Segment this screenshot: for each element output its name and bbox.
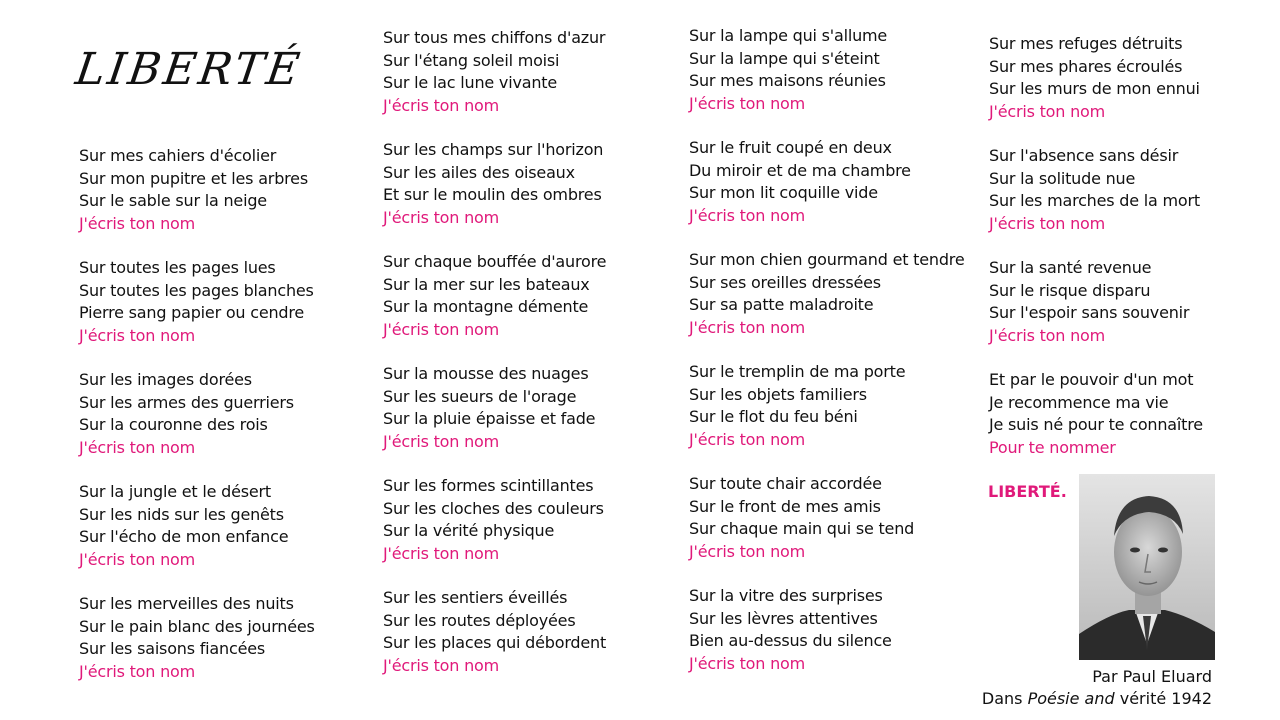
verse-line: Sur la montagne démente <box>383 297 589 316</box>
refrain-line: J'écris ton nom <box>383 207 500 227</box>
stanza <box>689 249 979 361</box>
verse-line: Sur l'écho de mon enfance <box>79 527 289 546</box>
verse-line: Sur les routes déployées <box>383 610 576 630</box>
verse-line: Sur toute chair accordée <box>689 474 882 493</box>
verse-line: Sur mes phares écroulés <box>989 56 1183 76</box>
verse-line: Sur les lèvres attentives <box>689 608 878 628</box>
verse-line: Sur la jungle et le désert <box>79 482 271 501</box>
verse-line: Je recommence ma vie <box>989 392 1169 412</box>
refrain-line: J'écris ton nom <box>689 653 806 673</box>
stanza <box>989 257 1279 369</box>
verse-line: Du miroir et de ma chambre <box>689 160 911 180</box>
verse-line: Sur les images dorées <box>79 370 252 389</box>
verse-line: Sur mon lit coquille vide <box>689 183 878 202</box>
stanza <box>689 473 979 585</box>
source-credit <box>982 689 1212 708</box>
verse-line: Sur le flot du feu béni <box>689 407 858 426</box>
verse-line: Sur sa patte maladroite <box>689 295 874 314</box>
source-suffix: vérité 1942 <box>1114 689 1212 708</box>
closing-word: LIBERTÉ. <box>988 482 1067 501</box>
source-title: Poésie and <box>1027 689 1115 708</box>
refrain-line: Pour te nommer <box>989 437 1116 457</box>
verse-line: Sur la pluie épaisse et fade <box>383 409 596 428</box>
verse-line: Sur chaque main qui se tend <box>689 519 915 538</box>
poem-column-2 <box>383 27 673 699</box>
refrain-line: J'écris ton nom <box>79 437 196 457</box>
verse-line: Sur les armes des guerriers <box>79 392 294 412</box>
verse-line: Sur mes maisons réunies <box>689 71 886 90</box>
verse-line: Sur le sable sur la neige <box>79 191 267 210</box>
verse-line: Sur les ailes des oiseaux <box>383 162 575 182</box>
verse-line: Sur le front de mes amis <box>689 496 881 516</box>
stanza <box>989 33 1279 145</box>
stanza <box>689 585 979 697</box>
stanza <box>989 145 1279 257</box>
verse-line: Sur l'étang soleil moisi <box>383 50 560 70</box>
stanza <box>689 137 979 249</box>
verse-line: Sur ses oreilles dressées <box>689 272 881 292</box>
stanza <box>383 587 673 699</box>
stanza <box>79 481 369 593</box>
verse-line: Sur mes refuges détruits <box>989 34 1183 53</box>
verse-line: Sur la vitre des surprises <box>689 586 883 605</box>
stanza <box>689 25 979 137</box>
verse-line: Sur toutes les pages blanches <box>79 280 314 300</box>
verse-line: Je suis né pour te connaître <box>989 415 1203 434</box>
refrain-line: J'écris ton nom <box>383 655 500 675</box>
verse-line: Sur le tremplin de ma porte <box>689 362 906 381</box>
poem-column-4 <box>989 33 1279 481</box>
refrain-line: J'écris ton nom <box>383 543 500 563</box>
refrain-line: J'écris ton nom <box>79 661 196 681</box>
refrain-line: J'écris ton nom <box>383 95 500 115</box>
verse-line: Sur l'espoir sans souvenir <box>989 303 1190 322</box>
verse-line: Sur les murs de mon ennui <box>989 79 1200 98</box>
refrain-line: J'écris ton nom <box>989 213 1106 233</box>
verse-line: Sur la vérité physique <box>383 521 555 540</box>
verse-line: Sur la lampe qui s'éteint <box>689 48 880 68</box>
verse-line: Sur mon chien gourmand et tendre <box>689 250 965 269</box>
verse-line: Sur les saisons fiancées <box>79 639 265 658</box>
refrain-line: J'écris ton nom <box>989 101 1106 121</box>
stanza <box>383 27 673 139</box>
verse-line: Sur chaque bouffée d'aurore <box>383 252 607 271</box>
verse-line: Bien au-dessus du silence <box>689 631 892 650</box>
verse-line: Sur mon pupitre et les arbres <box>79 168 308 188</box>
verse-line: Pierre sang papier ou cendre <box>79 303 305 322</box>
author-portrait <box>1079 474 1215 660</box>
verse-line: Sur les cloches des couleurs <box>383 498 604 518</box>
refrain-line: J'écris ton nom <box>689 541 806 561</box>
verse-line: Sur mes cahiers d'écolier <box>79 146 277 165</box>
stanza <box>79 593 369 705</box>
verse-line: Sur le pain blanc des journées <box>79 616 315 636</box>
verse-line: Sur le risque disparu <box>989 280 1151 300</box>
verse-line: Sur la lampe qui s'allume <box>689 26 888 45</box>
verse-line: Sur les formes scintillantes <box>383 476 594 495</box>
verse-line: Sur le fruit coupé en deux <box>689 138 892 157</box>
refrain-line: J'écris ton nom <box>383 431 500 451</box>
author-credit: Par Paul Eluard <box>1092 667 1212 686</box>
stanza <box>383 363 673 475</box>
refrain-line: J'écris ton nom <box>989 325 1106 345</box>
verse-line: Sur les sentiers éveillés <box>383 588 568 607</box>
refrain-line: J'écris ton nom <box>689 429 806 449</box>
verse-line: Sur la mer sur les bateaux <box>383 274 590 294</box>
verse-line: Sur le lac lune vivante <box>383 73 557 92</box>
verse-line: Sur la solitude nue <box>989 168 1136 188</box>
refrain-line: J'écris ton nom <box>689 205 806 225</box>
poem-column-3 <box>689 25 979 697</box>
poem-title: LIBERTÉ <box>72 44 306 95</box>
source-prefix: Dans <box>981 689 1028 708</box>
verse-line: Sur les nids sur les genêts <box>79 504 284 524</box>
stanza <box>383 475 673 587</box>
stanza <box>79 369 369 481</box>
verse-line: Sur les objets familiers <box>689 384 867 404</box>
verse-line: Sur la mousse des nuages <box>383 364 589 383</box>
stanza <box>989 369 1279 481</box>
verse-line: Sur tous mes chiffons d'azur <box>383 28 606 47</box>
stanza <box>689 361 979 473</box>
verse-line: Sur les sueurs de l'orage <box>383 386 577 406</box>
refrain-line: J'écris ton nom <box>79 549 196 569</box>
verse-line: Sur les places qui débordent <box>383 633 607 652</box>
refrain-line: J'écris ton nom <box>79 325 196 345</box>
refrain-line: J'écris ton nom <box>689 317 806 337</box>
stanza <box>383 251 673 363</box>
verse-line: Sur les merveilles des nuits <box>79 594 294 613</box>
refrain-line: J'écris ton nom <box>689 93 806 113</box>
verse-line: Et par le pouvoir d'un mot <box>989 370 1194 389</box>
verse-line: Sur toutes les pages lues <box>79 258 276 277</box>
refrain-line: J'écris ton nom <box>79 213 196 233</box>
verse-line: Sur la santé revenue <box>989 258 1152 277</box>
stanza <box>383 139 673 251</box>
stanza <box>79 145 369 257</box>
verse-line: Sur les marches de la mort <box>989 191 1200 210</box>
verse-line: Sur les champs sur l'horizon <box>383 140 604 159</box>
stanza <box>79 257 369 369</box>
verse-line: Et sur le moulin des ombres <box>383 185 602 204</box>
verse-line: Sur l'absence sans désir <box>989 146 1179 165</box>
portrait-illustration <box>1079 474 1215 660</box>
refrain-line: J'écris ton nom <box>383 319 500 339</box>
verse-line: Sur la couronne des rois <box>79 415 268 434</box>
poem-column-1 <box>79 145 369 705</box>
